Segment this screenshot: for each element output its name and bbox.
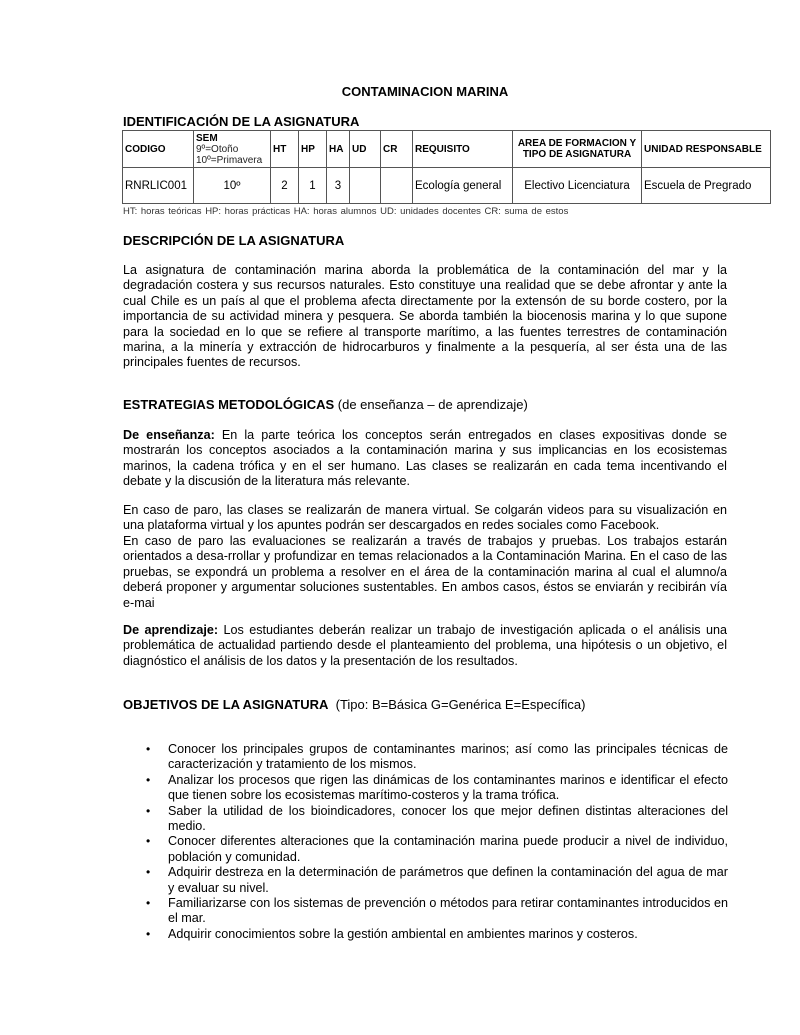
bullet-icon: • (146, 742, 151, 756)
cell-codigo: RNRLIC001 (123, 168, 194, 204)
cell-ud (350, 168, 381, 204)
header-ud: UD (350, 131, 381, 168)
header-requisito: REQUISITO (413, 131, 513, 168)
paro-evaluaciones-paragraph: En caso de paro las evaluaciones se realizarán a través de trabajos y pruebas. Los trabajos estarán orientados a desa-rrollar y profundizar en temas relacionados a la Contaminación Marina. En el caso de las pruebas, se expondrá un problema a resolver en el área de la contaminación marina al cual el alumno/a deberá proponer y argumentar soluciones sustentables. En ambos casos, éstos se enviarán y recibirán vía e-mai (123, 534, 727, 610)
aprendizaje-paragraph (123, 623, 727, 669)
bullet-icon: • (146, 926, 151, 941)
objetivo-text: Familiarizarse con los sistemas de prevención o métodos para retirar contaminantes introducidos en el mar. (168, 896, 728, 926)
estrategias-heading-sub: (de enseñanza – de aprendizaje) (337, 397, 528, 412)
objetivos-heading (123, 697, 586, 712)
list-item (146, 896, 728, 927)
header-area: AREA DE FORMACION Y TIPO DE ASIGNATURA (513, 131, 642, 168)
header-unidad: UNIDAD RESPONSABLE (642, 131, 771, 168)
objetivo-text: Conocer los principales grupos de contaminantes marinos; así como las principales técnicas de caracterización y tratamiento de los mismos. (168, 742, 728, 772)
list-item (146, 865, 728, 896)
bullet-icon: • (146, 896, 151, 911)
bullet-icon: • (146, 772, 151, 787)
cell-ha: 3 (327, 168, 350, 204)
estrategias-heading-title: ESTRATEGIAS METODOLÓGICAS (123, 397, 335, 412)
ensenanza-paragraph (123, 428, 727, 490)
table-row (123, 168, 771, 204)
header-sem-primavera: 10º=Primavera (196, 154, 263, 166)
cell-area: Electivo Licenciatura (513, 168, 642, 204)
paro-virtual-paragraph: En caso de paro, las clases se realizarán de manera virtual. Se colgarán videos para su visualización en una plataforma virtual y los apuntes podrán ser descargados en redes sociales como Facebook. (123, 503, 727, 533)
objetivos-list (146, 742, 728, 942)
descripcion-text: La asignatura de contaminación marina aborda la problemática de la contaminación del mar y la degradación costera y sus recursos naturales. Esto constituye una realidad que se debe afrontar y ante la cual Chile es un país al que el problema afecta directamente por la extensón de su borde costero, por la importancia de su actividad minera y pesquera. Se aborda también la biocenosis marina y lo que supone para la sociedad en lo que se refiere al transporte marítimo, a las fuentes terrestres de contaminación marina, a la minería y extracción de hidrocarburos y finalmente a la pesquería, al ser ésta una de las principales fuentes de recursos. (123, 263, 727, 370)
document-title: CONTAMINACION MARINA (341, 84, 509, 99)
header-sem (194, 131, 271, 168)
objetivo-text: Conocer diferentes alteraciones que la contaminación marina puede producir a nivel de individuo, población y comunidad. (168, 834, 728, 864)
aprendizaje-label: De aprendizaje: (123, 623, 219, 637)
cell-unidad: Escuela de Pregrado (642, 168, 771, 204)
header-codigo: CODIGO (123, 131, 194, 168)
header-cr: CR (381, 131, 413, 168)
objetivos-heading-sub: (Tipo: B=Básica G=Genérica E=Específica) (335, 697, 586, 712)
identification-table (122, 130, 771, 204)
table-header-row (123, 131, 771, 168)
list-item (146, 834, 728, 865)
list-item (146, 803, 728, 835)
header-sem-otono: 9º=Otoño (196, 143, 239, 155)
objetivo-text: Saber la utilidad de los bioindicadores, conocer los que mejor definen distintas alteraciones del medio. (168, 803, 728, 834)
ensenanza-text: En la parte teórica los conceptos serán entregados en clases expositivas donde se mostrarán los conceptos asociados a la contaminación marina y sus implicancias en los ecosistemas marinos, la cadena trófica y en el ser humano. Las clases se realizarán en cada tema incentivando el debate y la discusión de la literatura más relevante. (123, 428, 727, 489)
objetivo-text: Analizar los procesos que rigen las dinámicas de los contaminantes marinos e identificar el efecto que tienen sobre los ecosistemas marítimo-costeros y la trama trófica. (168, 772, 728, 803)
objetivo-text: Adquirir conocimientos sobre la gestión ambiental en ambientes marinos y costeros. (168, 926, 638, 941)
objetivos-heading-title: OBJETIVOS DE LA ASIGNATURA (123, 697, 329, 712)
cell-hp: 1 (299, 168, 327, 204)
list-item (146, 926, 728, 942)
header-sem-label: SEM (196, 132, 218, 144)
cell-requisito: Ecología general (413, 168, 513, 204)
header-hp: HP (299, 131, 327, 168)
cell-ht: 2 (271, 168, 299, 204)
list-item (146, 742, 728, 773)
objetivo-text: Adquirir destreza en la determinación de parámetros que definen la contaminación del agua de mar y evaluar su nivel. (168, 865, 728, 895)
bullet-icon: • (146, 803, 151, 818)
list-item (146, 772, 728, 804)
ensenanza-label: De enseñanza: (123, 428, 215, 442)
table-legend: HT: horas teóricas HP: horas prácticas HA: horas alumnos UD: unidades docentes CR: suma de estos (123, 206, 569, 217)
bullet-icon: • (146, 834, 151, 849)
descripcion-heading: DESCRIPCIÓN DE LA ASIGNATURA (123, 233, 345, 248)
cell-cr (381, 168, 413, 204)
identificacion-heading: IDENTIFICACIÓN DE LA ASIGNATURA (123, 114, 360, 129)
aprendizaje-text: Los estudiantes deberán realizar un trabajo de investigación aplicada o el análisis una problemática de actualidad partiendo desde el planteamiento del problema, una hipótesis o un objetivo, el diagnóstico el análisis de los datos y la presentación de los resultados. (123, 623, 727, 668)
cell-sem: 10º (194, 168, 271, 204)
estrategias-heading (123, 397, 528, 412)
header-ha: HA (327, 131, 350, 168)
bullet-icon: • (146, 865, 151, 880)
header-ht: HT (271, 131, 299, 168)
